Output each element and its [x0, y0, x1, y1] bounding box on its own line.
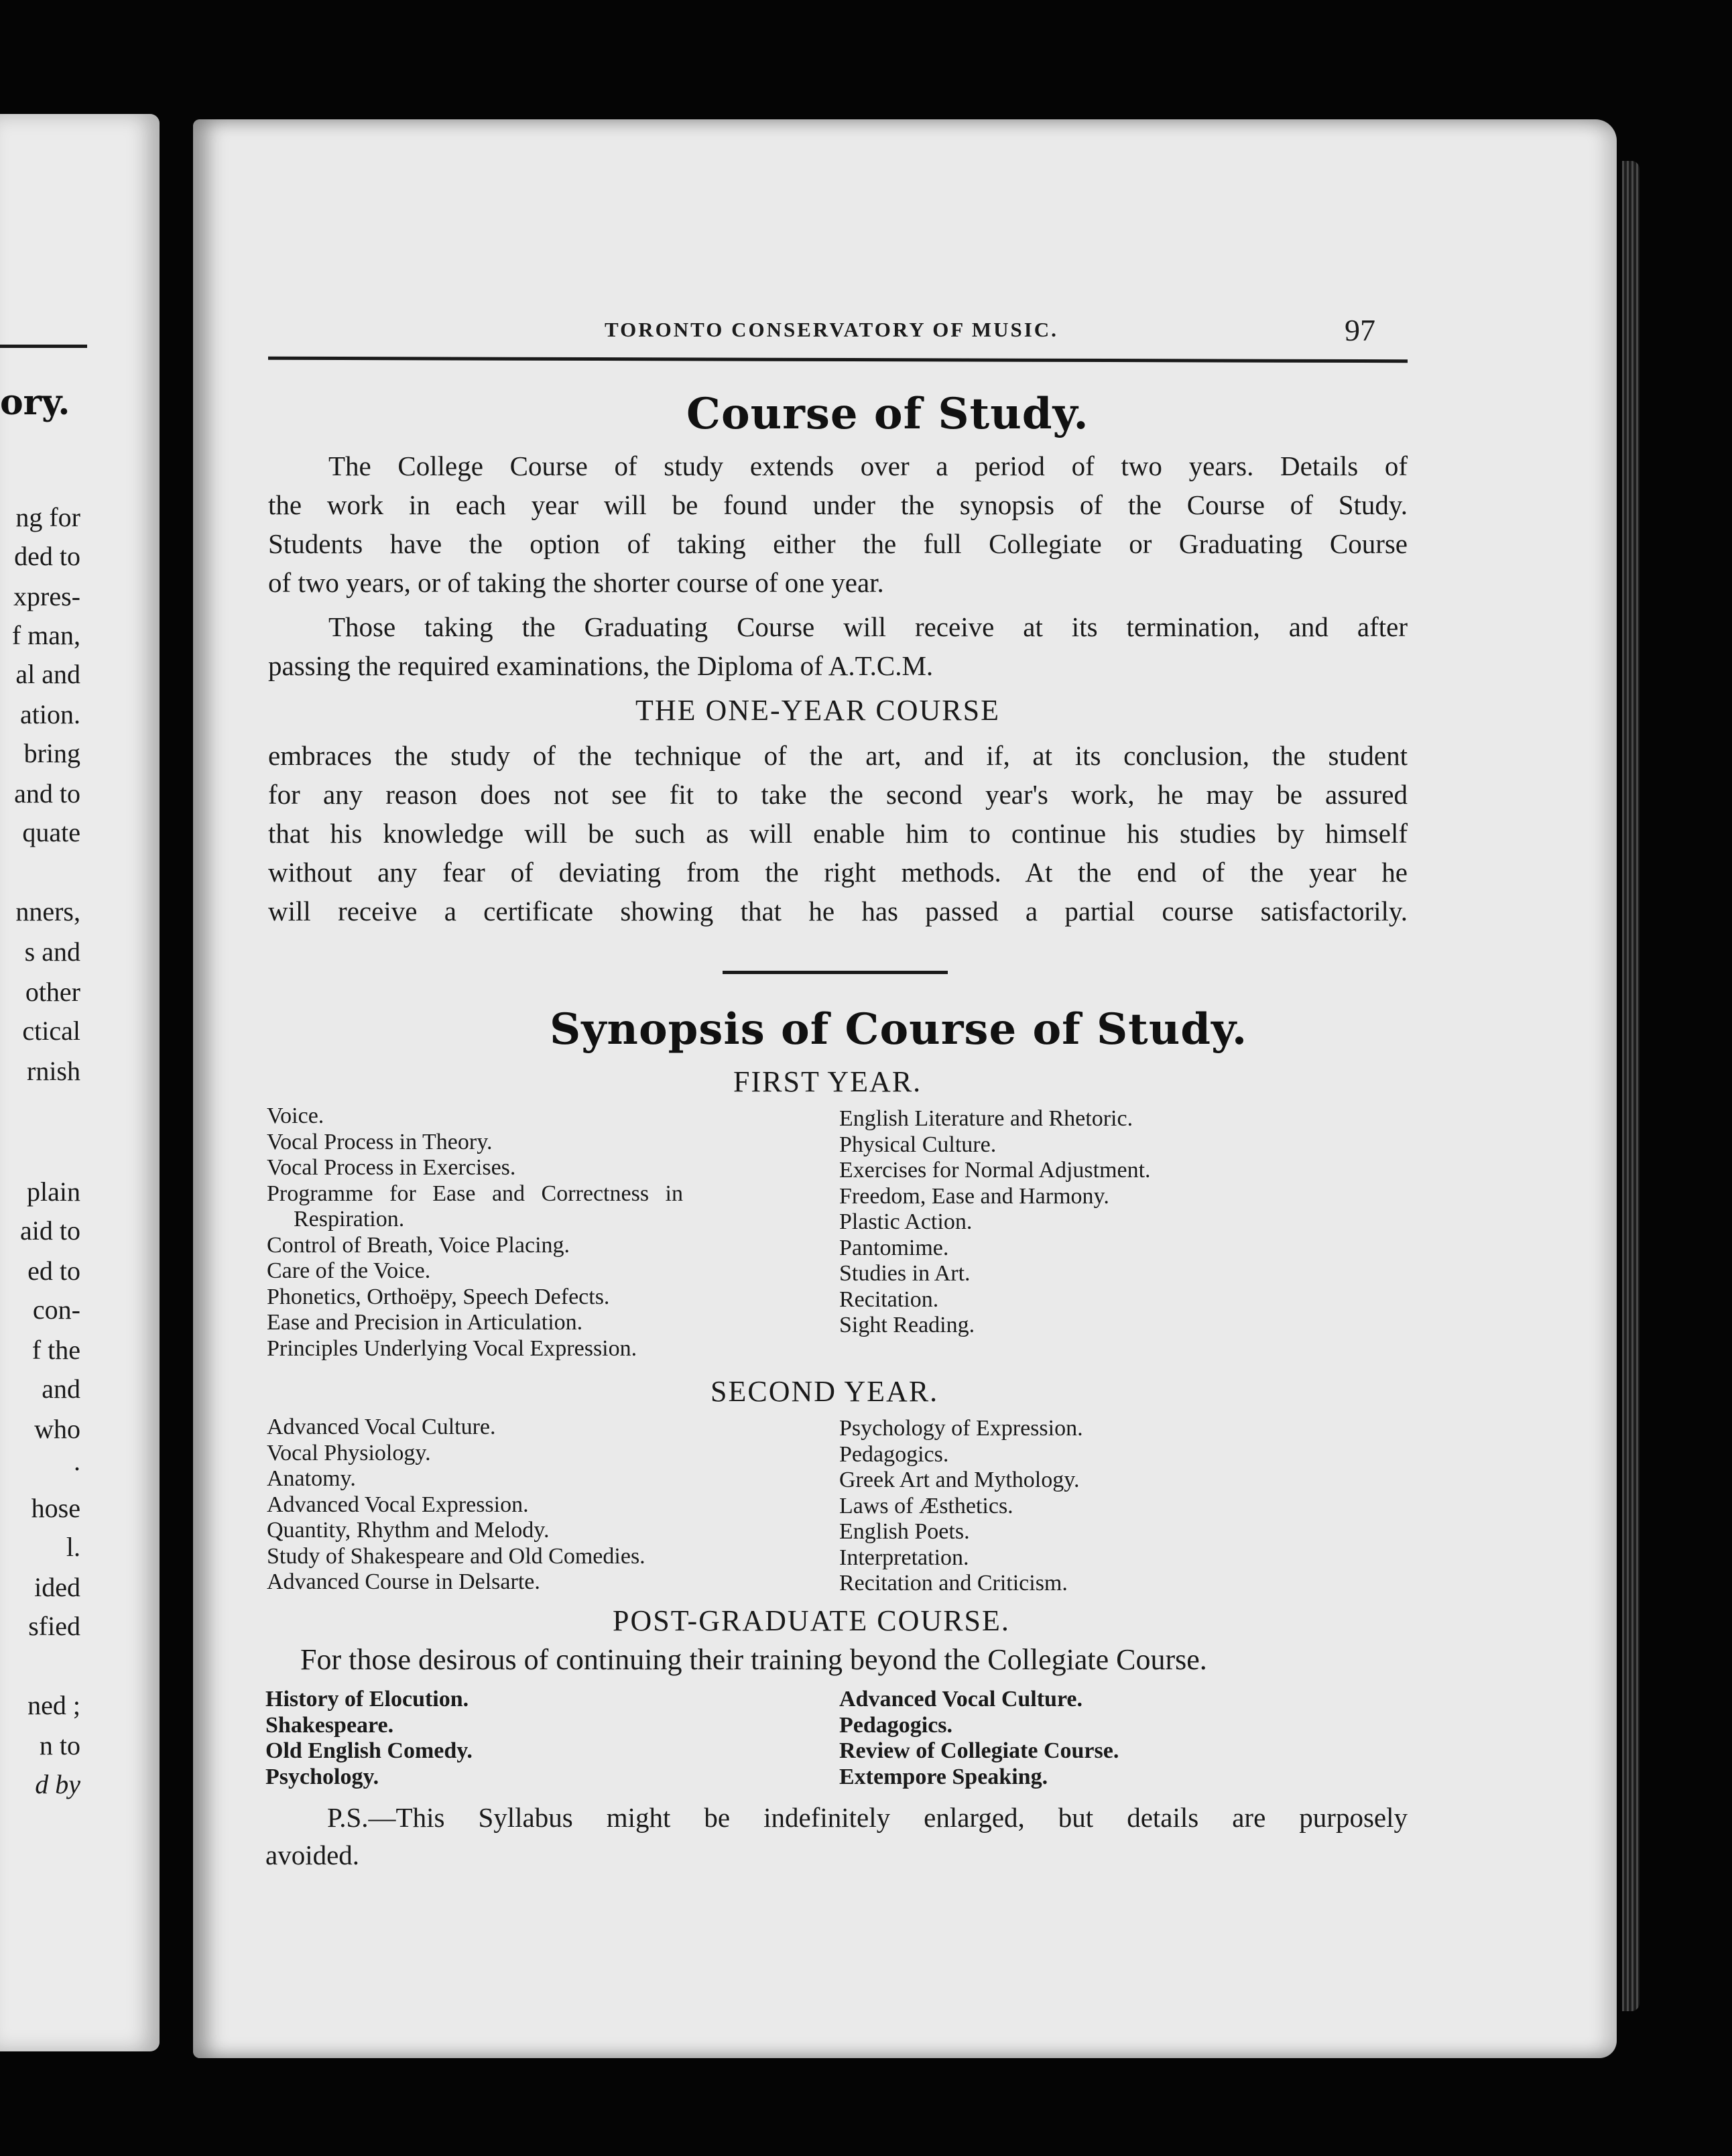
left-line-fragment: who: [34, 1414, 80, 1444]
left-line-fragment: bring: [23, 738, 80, 768]
paragraph-line: for any reason does not see fit to take the second year's work, he may be assured: [268, 779, 1408, 810]
page-edge: [1622, 161, 1640, 2011]
left-line-fragment: xpres-: [13, 581, 80, 611]
subject-item: Shakespeare.: [265, 1712, 394, 1738]
subject-item: Voice.: [267, 1103, 324, 1128]
first-year-right-column: [839, 1106, 1151, 1339]
left-line-fragment: ed to: [27, 1256, 80, 1286]
left-line-fragment: n to: [39, 1730, 80, 1760]
subject-item: Vocal Physiology.: [267, 1440, 431, 1465]
paragraph-line: the work in each year will be found under the synopsis of the Course of Study.: [268, 489, 1408, 520]
left-line-fragment: plain: [27, 1177, 80, 1207]
left-line-fragment: aid to: [20, 1215, 80, 1246]
subject-item: Review of Collegiate Course.: [839, 1738, 1119, 1763]
left-line-fragment: al and: [15, 659, 80, 689]
subject-item: Anatomy.: [267, 1466, 356, 1491]
subject-item: Recitation and Criticism.: [839, 1571, 1068, 1596]
post-graduate-intro: For those desirous of continuing their training beyond the Collegiate Course.: [300, 1643, 1207, 1676]
left-line-fragment: rnish: [27, 1056, 80, 1086]
left-heading-fragment: ory.: [0, 382, 70, 423]
subject-item: Advanced Vocal Culture.: [267, 1415, 496, 1439]
one-year-course-heading: THE ONE-YEAR COURSE: [635, 694, 1000, 727]
left-line-fragment: .: [74, 1446, 80, 1476]
left-line-fragment: con-: [32, 1295, 80, 1325]
running-head-title: TORONTO CONSERVATORY OF MUSIC.: [605, 318, 1058, 341]
subject-item: Advanced Vocal Culture.: [839, 1687, 1083, 1712]
post-graduate-left-column: [265, 1687, 473, 1790]
subject-item: Psychology.: [265, 1764, 379, 1789]
left-line-fragment: ctical: [22, 1016, 80, 1046]
left-line-fragment: sfied: [28, 1611, 80, 1641]
left-line-fragment: f man,: [11, 620, 80, 650]
left-line-fragment: ation.: [20, 699, 80, 729]
subject-item: Laws of Æsthetics.: [839, 1493, 1013, 1518]
subject-item: Advanced Vocal Expression.: [267, 1492, 529, 1517]
subject-item: Care of the Voice.: [267, 1258, 431, 1283]
left-line-fragment: hose: [31, 1493, 80, 1523]
left-line-fragment: nners,: [15, 896, 80, 926]
left-line-fragment: and to: [14, 778, 80, 808]
paragraph-line: The College Course of study extends over a period of two years. Details of: [328, 451, 1408, 481]
paragraph-line: without any fear of deviating from the right methods. At the end of the year he: [268, 857, 1408, 888]
subject-item: Phonetics, Orthoëpy, Speech Defects.: [267, 1284, 610, 1309]
left-line-fragment: ned ;: [27, 1690, 80, 1720]
subject-item: Pantomime.: [839, 1235, 949, 1260]
first-year-left-column: [267, 1103, 683, 1362]
subject-item: Ease and Precision in Articulation.: [267, 1310, 583, 1335]
subject-item: Extempore Speaking.: [839, 1764, 1048, 1789]
paragraph-line: passing the required examinations, the Diploma of A.T.C.M.: [268, 650, 934, 681]
paragraph-line: Students have the option of taking either the full Collegiate or Graduating Course: [268, 528, 1408, 559]
paragraph-line: Those taking the Graduating Course will receive at its termination, and after: [328, 611, 1408, 642]
section-separator: [723, 971, 948, 974]
post-graduate-heading: POST-GRADUATE COURSE.: [613, 1604, 1010, 1637]
synopsis-title: Synopsis of Course of Study.: [550, 1004, 1248, 1055]
subject-item: Greek Art and Mythology.: [839, 1468, 1080, 1492]
second-year-heading: SECOND YEAR.: [710, 1375, 939, 1408]
subject-item: Advanced Course in Delsarte.: [267, 1569, 540, 1594]
left-line-fragment: other: [25, 977, 80, 1007]
subject-item: Control of Breath, Voice Placing.: [267, 1232, 570, 1258]
left-line-fragment: l.: [66, 1532, 80, 1562]
subject-item: Sight Reading.: [839, 1313, 975, 1337]
subject-item: English Poets.: [839, 1519, 970, 1544]
left-header-rule: [0, 345, 87, 348]
paragraph-line: of two years, or of taking the shorter course of one year.: [268, 567, 884, 598]
subject-item: Quantity, Rhythm and Melody.: [267, 1518, 550, 1543]
paragraph-line: embraces the study of the technique of the art, and if, at its conclusion, the student: [268, 740, 1408, 771]
subject-item: Vocal Process in Exercises.: [267, 1155, 516, 1180]
page-number: 97: [1345, 313, 1375, 347]
paragraph-line: that his knowledge will be such as will enable him to continue his studies by himself: [268, 818, 1408, 849]
running-head: [410, 313, 1375, 358]
left-line-fragment: and: [42, 1374, 80, 1404]
first-year-heading: FIRST YEAR.: [733, 1065, 922, 1098]
subject-item: Studies in Art.: [839, 1261, 971, 1286]
subject-item: Pedagogics.: [839, 1712, 953, 1738]
left-line-fragment: ded to: [14, 541, 80, 571]
left-line-fragment: quate: [22, 817, 80, 847]
left-facing-page: [0, 114, 160, 2051]
post-graduate-right-column: [839, 1687, 1119, 1790]
subject-item: History of Elocution.: [265, 1687, 469, 1712]
left-line-fragment: s and: [24, 937, 80, 967]
subject-item: Physical Culture.: [839, 1132, 997, 1157]
left-line-fragment: ided: [34, 1572, 80, 1602]
subject-item: Respiration.: [294, 1207, 405, 1232]
subject-item: Interpretation.: [839, 1545, 969, 1570]
left-line-fragment: ng for: [15, 502, 80, 532]
subject-item: Vocal Process in Theory.: [267, 1129, 493, 1154]
subject-item: Principles Underlying Vocal Expression.: [267, 1335, 637, 1361]
subject-item: Old English Comedy.: [265, 1738, 473, 1763]
second-year-right-column: [839, 1416, 1083, 1597]
subject-item: Pedagogics.: [839, 1441, 949, 1467]
subject-item: Psychology of Expression.: [839, 1416, 1083, 1441]
ps-line: P.S.—This Syllabus might be indefinitely enlarged, but details are purposely: [327, 1802, 1408, 1833]
second-year-left-column: [267, 1415, 645, 1596]
subject-item: Recitation.: [839, 1286, 939, 1312]
left-line-fragment: f the: [32, 1335, 80, 1365]
paragraph-line: will receive a certificate showing that he has passed a partial course satisfactorily.: [268, 896, 1408, 926]
subject-item: Study of Shakespeare and Old Comedies.: [267, 1543, 645, 1569]
subject-item: English Literature and Rhetoric.: [839, 1106, 1133, 1131]
subject-item: Plastic Action.: [839, 1209, 973, 1234]
left-line-fragment: d by: [35, 1769, 80, 1799]
subject-item: Exercises for Normal Adjustment.: [839, 1158, 1151, 1183]
course-of-study-title: Course of Study.: [686, 389, 1089, 439]
subject-item: Programme for Ease and Correctness in: [267, 1181, 683, 1206]
subject-item: Freedom, Ease and Harmony.: [839, 1183, 1109, 1209]
ps-line: avoided.: [265, 1840, 360, 1870]
